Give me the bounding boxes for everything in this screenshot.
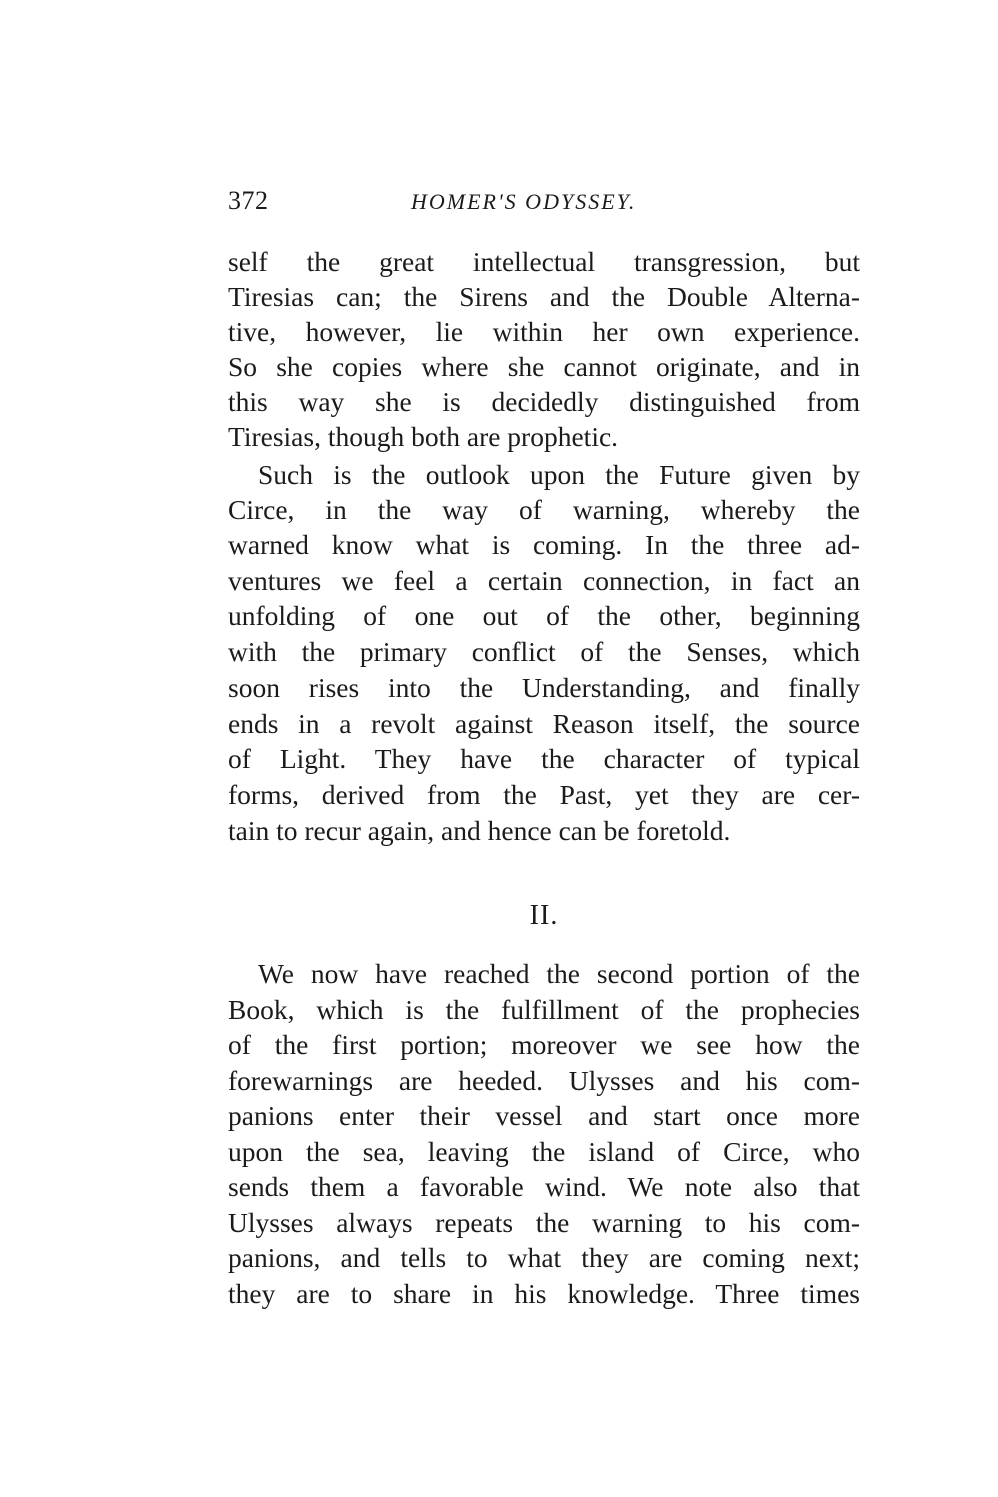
text-line: tive, however, lie within her own experience. bbox=[228, 316, 860, 347]
text-line: Tiresias, though both are prophetic. bbox=[228, 421, 619, 452]
text-line: So she copies where she cannot originate, and in bbox=[228, 351, 860, 382]
text-line: this way she is decidedly distinguished from bbox=[228, 386, 860, 417]
text-line: they are to share in his knowledge. Three times bbox=[228, 1278, 860, 1309]
running-title: HOMER'S ODYSSEY. bbox=[411, 189, 637, 214]
text-line: warned know what is coming. In the three ad- bbox=[228, 529, 860, 560]
text-line: panions enter their vessel and start once more bbox=[228, 1100, 860, 1131]
text-line: of the first portion; moreover we see how the bbox=[228, 1029, 860, 1060]
text-line: panions, and tells to what they are coming next; bbox=[228, 1242, 860, 1273]
page-header bbox=[228, 186, 860, 220]
text-line: unfolding of one out of the other, beginning bbox=[228, 600, 860, 631]
text-line: upon the sea, leaving the island of Circe, who bbox=[228, 1136, 860, 1167]
text-line: tain to recur again, and hence can be foretold. bbox=[228, 815, 731, 846]
text-line: soon rises into the Understanding, and finally bbox=[228, 672, 860, 703]
text-line: forms, derived from the Past, yet they are cer- bbox=[228, 779, 860, 810]
text-line: self the great intellectual transgression, but bbox=[228, 246, 860, 277]
text-line: sends them a favorable wind. We note also that bbox=[228, 1171, 860, 1202]
section-heading: II. bbox=[529, 900, 559, 931]
text-line: of Light. They have the character of typical bbox=[228, 743, 860, 774]
text-line: ventures we feel a certain connection, in fact an bbox=[228, 565, 860, 596]
page-number: 372 bbox=[228, 186, 269, 215]
text-line: We now have reached the second portion of the bbox=[258, 958, 860, 989]
text-line: with the primary conflict of the Senses, which bbox=[228, 636, 860, 667]
text-line: Tiresias can; the Sirens and the Double Alterna- bbox=[228, 281, 860, 312]
text-line: Such is the outlook upon the Future given by bbox=[258, 459, 860, 490]
text-line: ends in a revolt against Reason itself, the source bbox=[228, 708, 860, 739]
text-line: Circe, in the way of warning, whereby the bbox=[228, 494, 860, 525]
text-line: Ulysses always repeats the warning to his com- bbox=[228, 1207, 860, 1238]
text-line: forewarnings are heeded. Ulysses and his com- bbox=[228, 1065, 860, 1096]
text-line: Book, which is the fulfillment of the prophecies bbox=[228, 994, 860, 1025]
